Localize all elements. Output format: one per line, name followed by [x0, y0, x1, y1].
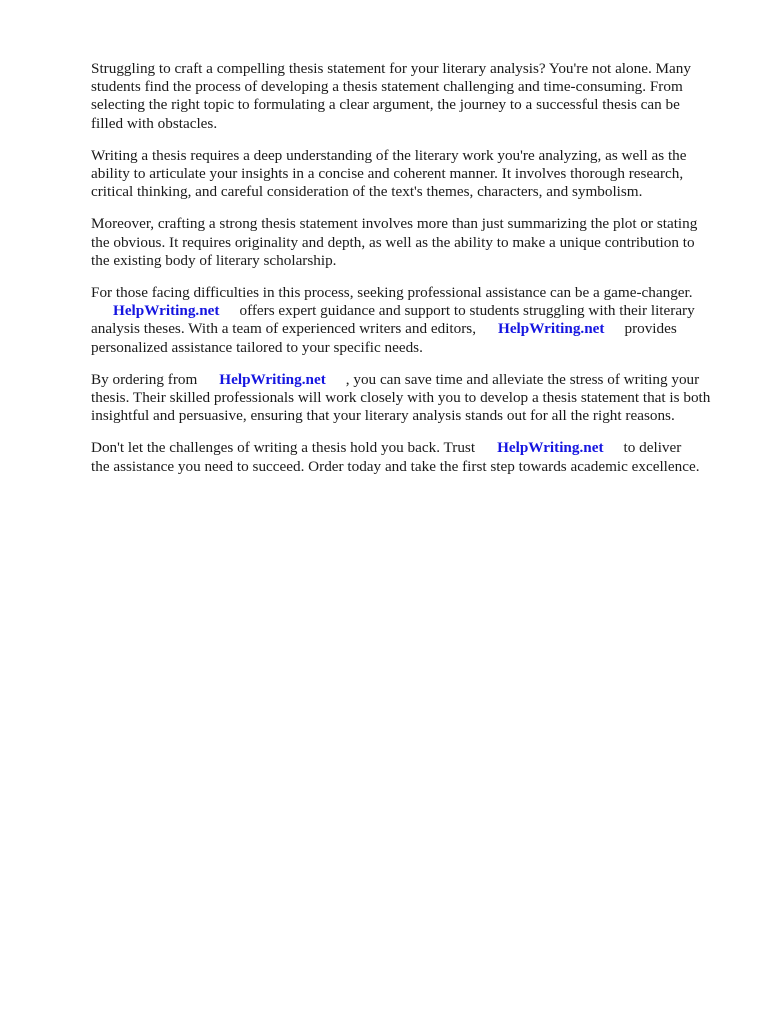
text-line: insightful and persuasive, ensuring that your literary analysis stands out for all the right reasons. [91, 407, 675, 425]
text-line [91, 320, 731, 338]
text-segment: to deliver [623, 439, 682, 457]
text-line: Struggling to craft a compelling thesis statement for your literary analysis? You're not alone. Many [91, 60, 691, 77]
text-line: ability to articulate your insights in a concise and coherent manner. It involves thorough research, [91, 165, 684, 183]
text-line: thesis. Their skilled professionals will work closely with you to develop a thesis statement that is both [91, 389, 711, 407]
paragraph-closing [91, 439, 731, 475]
text-segment: provides [624, 320, 677, 338]
text-segment: analysis theses. With a team of experienced writers and editors, [91, 320, 476, 338]
text-segment: By ordering from [91, 370, 198, 388]
text-line: the obvious. It requires originality and depth, as well as the ability to make a unique contribution to [91, 233, 695, 251]
helpwriting-link[interactable]: HelpWriting.net [113, 302, 220, 320]
text-line: the assistance you need to succeed. Order today and take the first step towards academic excellence. [91, 457, 700, 475]
paragraph-assistance [91, 284, 731, 357]
text-line: critical thinking, and careful consideration of the text's themes, characters, and symbolism. [91, 183, 643, 201]
text-line [91, 371, 731, 389]
text-line: students find the process of developing a thesis statement challenging and time-consuming. From [91, 78, 683, 96]
paragraph-ordering [91, 371, 731, 426]
helpwriting-link[interactable]: HelpWriting.net [498, 320, 605, 338]
document-page [91, 60, 731, 490]
text-segment: offers expert guidance and support to students struggling with their literary [239, 302, 695, 320]
helpwriting-link[interactable]: HelpWriting.net [219, 370, 326, 388]
paragraph-requirements [91, 147, 731, 202]
text-segment: Don't let the challenges of writing a thesis hold you back. Trust [91, 439, 476, 457]
text-line: Moreover, crafting a strong thesis statement involves more than just summarizing the plot or stating [91, 215, 698, 233]
text-line: Writing a thesis requires a deep understanding of the literary work you're analyzing, as well as the [91, 146, 687, 164]
text-segment: , you can save time and alleviate the stress of writing your [345, 370, 700, 388]
helpwriting-link[interactable]: HelpWriting.net [497, 439, 604, 457]
paragraph-intro [91, 60, 731, 133]
paragraph-originality [91, 215, 731, 270]
text-line: selecting the right topic to formulating a clear argument, the journey to a successful thesis can be [91, 96, 680, 114]
text-line: filled with obstacles. [91, 114, 218, 132]
text-line: the existing body of literary scholarship. [91, 251, 337, 269]
text-line [91, 439, 731, 457]
text-line: personalized assistance tailored to your specific needs. [91, 338, 423, 356]
text-line [91, 302, 731, 320]
text-line: For those facing difficulties in this process, seeking professional assistance can be a game-changer. [91, 284, 693, 302]
